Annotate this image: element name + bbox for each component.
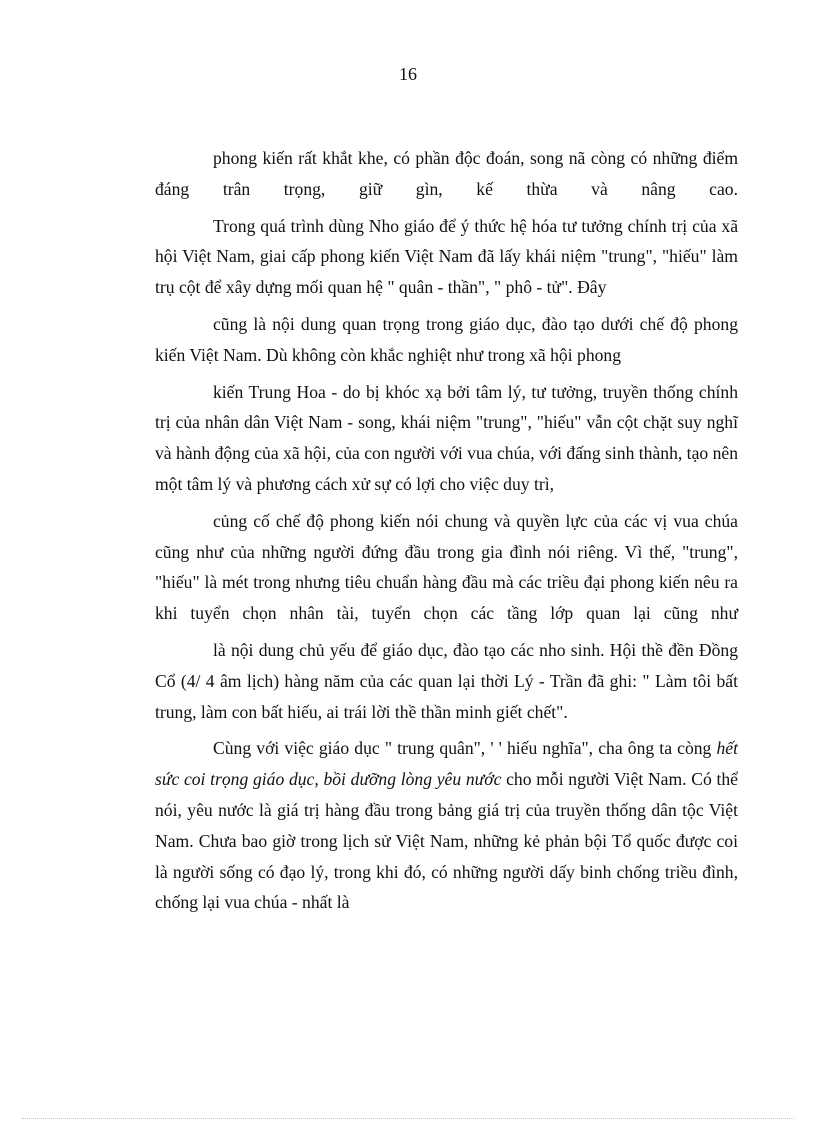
- paragraph-7-text-before: Cùng với việc giáo dục " trung quân", ' ' hiếu nghĩa", cha ông ta còng: [213, 738, 717, 759]
- paragraph-2: Trong quá trình dùng Nho giáo để ý thức hệ hóa tư tưởng chính trị của xã hội Việt Nam, giai cấp phong kiến Việt Nam đã lấy khái niệm "trung", "hiếu" làm trụ cột để xây dựng mối quan hệ " quân - thần", " phô - tử". Đây: [155, 215, 738, 298]
- paragraph-6: là nội dung chủ yếu để giáo dục, đào tạo các nho sinh. Hội thề đền Đồng Cổ (4/ 4 âm lịch) hàng năm của các quan lại thời Lý - Trần đã ghi: " Làm tôi bất trung, làm con bất hiếu, ai trái lời thề thần minh giết chết".: [155, 639, 738, 722]
- paragraph-7-text-after: cho mỗi người Việt Nam. Có thể nói, yêu nước là giá trị hàng đầu trong bảng giá trị của truyền thống dân tộc Việt Nam. Chưa bao giờ trong lịch sử Việt Nam, những kẻ phản bội Tổ quốc được coi là người sống có đạo lý, trong khi đó, có những người dấy binh chống triều đình, chống lại vua chúa - nhất là: [155, 769, 738, 913]
- footer-dotted-rule: [22, 1118, 794, 1119]
- paragraph-5: củng cố chế độ phong kiến nói chung và quyền lực của các vị vua chúa cũng như của những người đứng đầu trong gia đình nói riêng. Vì thế, "trung", "hiếu" là mét trong nhưng tiêu chuẩn hàng đầu mà các triều đại phong kiến nêu ra khi tuyển chọn nhân tài, tuyển chọn các tầng lớp quan lại cũng như: [155, 510, 738, 624]
- paragraph-4: kiến Trung Hoa - do bị khóc xạ bởi tâm lý, tư tưởng, truyền thống chính trị của nhân dân Việt Nam - song, khái niệm "trung", "hiếu" vẫn cột chặt suy nghĩ và hành động của xã hội, của con người với vua chúa, với đấng sinh thành, tạo nên một tâm lý và phương cách xử sự có lợi cho việc duy trì,: [155, 381, 738, 494]
- paragraph-3: cũng là nội dung quan trọng trong giáo dục, đào tạo dưới chế độ phong kiến Việt Nam. Dù không còn khắc nghiệt như trong xã hội phong: [155, 313, 738, 365]
- paragraph-7: [155, 733, 738, 918]
- paragraph-7-italic-text: hết sức coi trọng giáo dục, bồi dưỡng lòng yêu nước: [155, 738, 738, 790]
- page-number: 16: [399, 64, 417, 84]
- document-body: [155, 143, 738, 918]
- paragraph-1: phong kiến rất khắt khe, có phần độc đoán, song nã còng có những điểm đáng trân trọng, giữ gìn, kế thừa và nâng cao.: [155, 148, 738, 199]
